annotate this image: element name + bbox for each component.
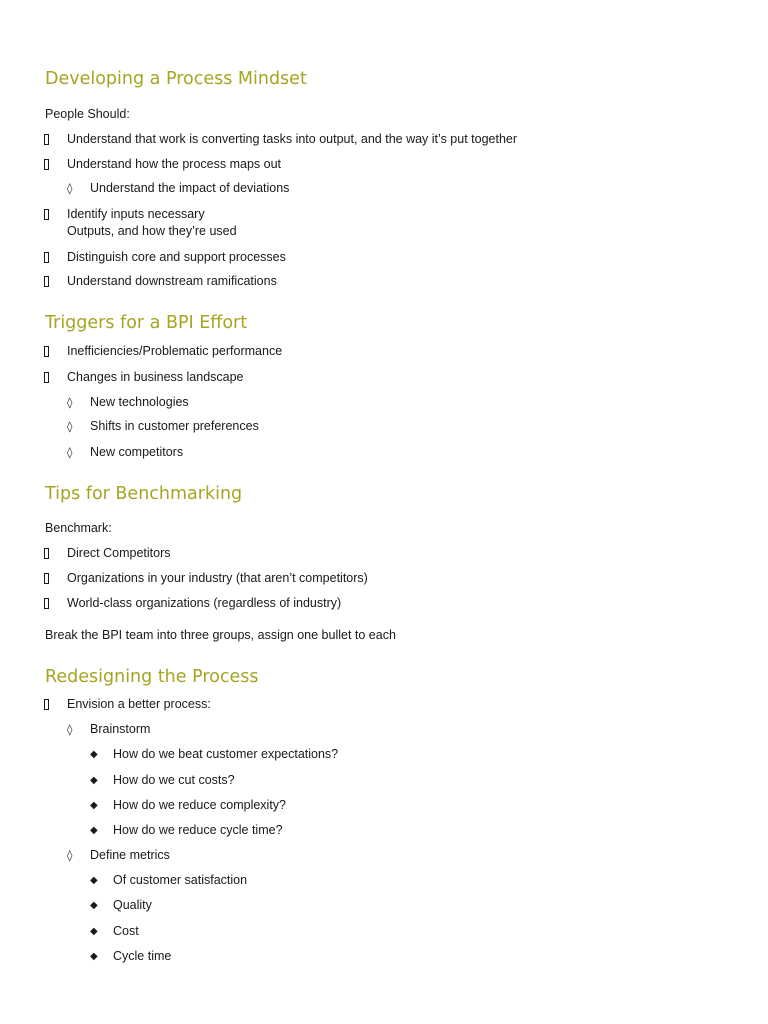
list-item bbox=[67, 696, 211, 713]
list-item-text: How do we reduce complexity? bbox=[113, 798, 286, 812]
intro-people-should: People Should: bbox=[45, 107, 130, 121]
bullet-diamond-filled-icon: ◆ bbox=[90, 749, 98, 760]
list-item-text: Organizations in your industry (that aren’t competitors) bbox=[67, 571, 368, 585]
bullet-box-icon bbox=[44, 131, 58, 151]
bullet-box-icon bbox=[44, 249, 58, 269]
bullet-box-icon bbox=[44, 156, 58, 176]
list-item bbox=[67, 273, 277, 290]
list-item-text: Inefficiencies/Problematic performance bbox=[67, 344, 283, 358]
bullet-diamond-filled-icon: ◆ bbox=[90, 900, 98, 911]
list-item bbox=[90, 872, 248, 889]
list-item bbox=[90, 948, 172, 965]
list-item bbox=[67, 156, 281, 173]
list-item-text: Understand that work is converting tasks into output, and the way it’s put together bbox=[67, 132, 518, 146]
heading-redesigning-process: Redesigning the Process bbox=[45, 667, 259, 687]
heading-bpi-triggers: Triggers for a BPI Effort bbox=[45, 313, 248, 333]
list-item bbox=[67, 131, 517, 148]
list-item-text: Define metrics bbox=[90, 848, 170, 862]
list-item bbox=[67, 369, 244, 386]
list-item bbox=[90, 923, 139, 940]
list-item-text: Of customer satisfaction bbox=[113, 873, 248, 887]
list-item-text: Quality bbox=[113, 898, 152, 912]
benchmark-note: Break the BPI team into three groups, assign one bullet to each bbox=[45, 628, 396, 642]
list-item bbox=[67, 394, 189, 411]
bullet-diamond-outline-icon: ◊ bbox=[67, 182, 73, 195]
list-item-text: Understand how the process maps out bbox=[67, 157, 282, 171]
list-item bbox=[67, 180, 290, 197]
list-item bbox=[67, 343, 282, 360]
list-item-text: Envision a better process: bbox=[67, 697, 211, 711]
list-item bbox=[67, 545, 171, 562]
bullet-diamond-filled-icon: ◆ bbox=[90, 926, 98, 937]
list-item-text-continued: Outputs, and how they’re used bbox=[67, 224, 237, 238]
bullet-diamond-filled-icon: ◆ bbox=[90, 825, 98, 836]
bullet-box-icon bbox=[44, 343, 58, 363]
list-item-text: Direct Competitors bbox=[67, 546, 171, 560]
bullet-box-icon bbox=[44, 545, 58, 565]
bullet-diamond-outline-icon: ◊ bbox=[67, 396, 73, 409]
list-item-text: Shifts in customer preferences bbox=[90, 419, 259, 433]
intro-benchmark: Benchmark: bbox=[45, 521, 112, 535]
list-item bbox=[67, 847, 170, 864]
list-item-text: New competitors bbox=[90, 445, 184, 459]
bullet-diamond-outline-icon: ◊ bbox=[67, 723, 73, 736]
bullet-box-icon bbox=[44, 273, 58, 293]
list-item-text: Changes in business landscape bbox=[67, 370, 244, 384]
list-item-text: How do we cut costs? bbox=[113, 773, 235, 787]
list-item-text: New technologies bbox=[90, 395, 189, 409]
list-item bbox=[67, 595, 341, 612]
list-item-text: Cycle time bbox=[113, 949, 172, 963]
list-item-text: Understand downstream ramifications bbox=[67, 274, 277, 288]
bullet-box-icon bbox=[44, 570, 58, 590]
list-item-text: World-class organizations (regardless of industry) bbox=[67, 596, 342, 610]
list-item-text: Cost bbox=[113, 924, 139, 938]
list-item bbox=[90, 797, 286, 814]
list-item bbox=[67, 206, 237, 240]
bullet-diamond-filled-icon: ◆ bbox=[90, 800, 98, 811]
list-item bbox=[67, 444, 184, 461]
bullet-diamond-outline-icon: ◊ bbox=[67, 446, 73, 459]
bullet-box-icon bbox=[44, 206, 58, 226]
list-item bbox=[67, 418, 259, 435]
bullet-box-icon bbox=[44, 369, 58, 389]
list-item bbox=[90, 772, 235, 789]
bullet-diamond-filled-icon: ◆ bbox=[90, 775, 98, 786]
list-item-text: How do we reduce cycle time? bbox=[113, 823, 283, 837]
bullet-box-icon bbox=[44, 595, 58, 615]
list-item-text: Identify inputs necessary bbox=[67, 207, 205, 221]
bullet-box-icon bbox=[44, 696, 58, 716]
list-item-text: Understand the impact of deviations bbox=[90, 181, 290, 195]
bullet-diamond-outline-icon: ◊ bbox=[67, 420, 73, 433]
list-item bbox=[90, 746, 339, 763]
list-item bbox=[67, 721, 151, 738]
list-item bbox=[90, 897, 152, 914]
list-item bbox=[67, 570, 368, 587]
heading-benchmarking-tips: Tips for Benchmarking bbox=[45, 484, 243, 504]
heading-process-mindset: Developing a Process Mindset bbox=[45, 69, 307, 89]
list-item bbox=[90, 822, 283, 839]
list-item-text: Brainstorm bbox=[90, 722, 151, 736]
bullet-diamond-outline-icon: ◊ bbox=[67, 849, 73, 862]
list-item-text: How do we beat customer expectations? bbox=[113, 747, 339, 761]
bullet-diamond-filled-icon: ◆ bbox=[90, 951, 98, 962]
bullet-diamond-filled-icon: ◆ bbox=[90, 875, 98, 886]
list-item bbox=[67, 249, 286, 266]
list-item-text: Distinguish core and support processes bbox=[67, 250, 286, 264]
